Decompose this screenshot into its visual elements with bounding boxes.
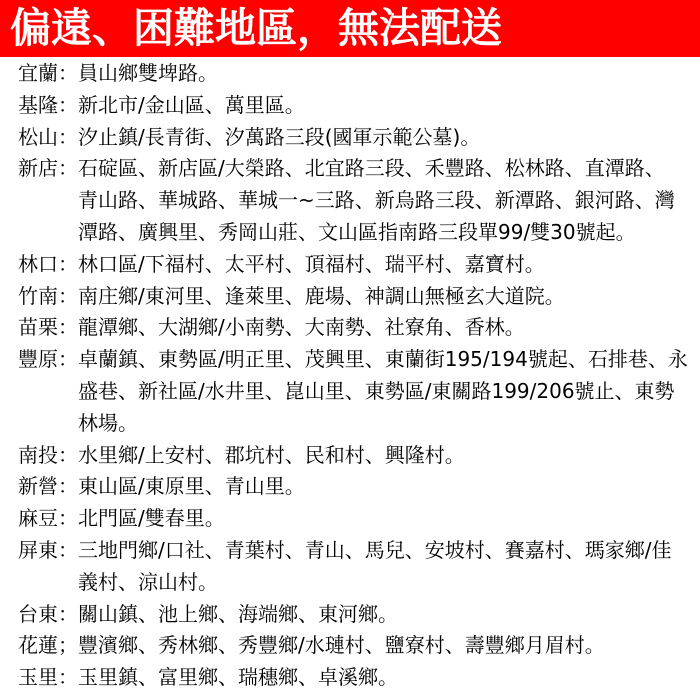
region-label: 基隆： — [18, 92, 78, 117]
region-entry — [18, 249, 692, 281]
region-entry — [18, 344, 692, 439]
region-label: 新營： — [18, 474, 78, 499]
region-label: 豐原： — [18, 347, 78, 372]
region-entry — [18, 599, 692, 631]
region-entry — [18, 630, 692, 662]
region-entry — [18, 471, 692, 503]
region-label: 花蓮； — [18, 633, 78, 658]
region-label: 玉里： — [18, 665, 78, 690]
region-areas — [78, 503, 692, 535]
region-list — [0, 57, 700, 694]
region-areas-line: 林口區/下福村、太平村、頂福村、瑞平村、嘉寶村。 — [78, 251, 545, 276]
region-entry — [18, 122, 692, 154]
region-areas-line: 盛巷、新社區/水井里、崑山里、東勢區/東關路199/206號止、東勢 — [78, 378, 675, 403]
region-areas-line: 玉里鎮、富里鄉、瑞穗鄉、卓溪鄉。 — [78, 665, 398, 690]
region-label: 麻豆： — [18, 506, 78, 531]
region-areas-line: 潭路、廣興里、秀岡山莊、文山區指南路三段單99/雙30號起。 — [78, 219, 636, 244]
region-areas-line: 義村、涼山村。 — [78, 569, 218, 594]
region-entry — [18, 503, 692, 535]
region-areas — [78, 535, 692, 599]
region-areas — [78, 153, 692, 248]
region-label: 竹南： — [18, 283, 78, 308]
region-areas-line: 林場。 — [78, 410, 138, 435]
region-areas — [78, 122, 692, 154]
region-areas-line: 南庄鄉/東河里、逢萊里、鹿場、神調山無極玄大道院。 — [78, 283, 565, 308]
region-areas — [78, 312, 692, 344]
region-entry — [18, 153, 692, 248]
region-areas-line: 豐濱鄉、秀林鄉、秀豐鄉/水璉村、鹽寮村、壽豐鄉月眉村。 — [78, 633, 605, 658]
region-areas-line: 北門區/雙春里。 — [78, 506, 225, 531]
region-areas-line: 龍潭鄉、大湖鄉/小南勢、大南勢、社寮角、香林。 — [78, 315, 525, 340]
region-areas — [78, 90, 692, 122]
region-areas-line: 水里鄉/上安村、郡坑村、民和村、興隆村。 — [78, 442, 465, 467]
region-areas-line: 卓蘭鎮、東勢區/明正里、茂興里、東蘭街195/194號起、石排巷、永 — [78, 347, 688, 372]
region-areas-line: 員山鄉雙埤路。 — [78, 61, 218, 85]
region-areas-line: 汐止鎮/長青街、汐萬路三段(國軍示範公墓)。 — [78, 124, 481, 149]
region-areas-line: 關山鎮、池上鄉、海端鄉、東河鄉。 — [78, 601, 398, 626]
region-label: 南投： — [18, 442, 78, 467]
region-areas — [78, 599, 692, 631]
region-areas-line: 新北市/金山區、萬里區。 — [78, 92, 305, 117]
region-label: 宜蘭： — [18, 61, 78, 85]
region-label: 新店： — [18, 156, 78, 181]
region-areas — [78, 630, 692, 662]
region-areas-line: 石碇區、新店區/大榮路、北宜路三段、禾豐路、松林路、直潭路、 — [78, 156, 665, 181]
no-delivery-banner — [0, 0, 700, 57]
region-areas — [78, 281, 692, 313]
region-entry — [18, 58, 692, 90]
region-entry — [18, 535, 692, 599]
region-areas — [78, 249, 692, 281]
region-label: 松山： — [18, 124, 78, 149]
region-areas — [78, 662, 692, 694]
region-areas — [78, 440, 692, 472]
region-areas-line: 東山區/東原里、青山里。 — [78, 474, 305, 499]
region-areas — [78, 344, 692, 439]
region-areas-line: 青山路、華城路、華城一~三路、新烏路三段、新潭路、銀河路、灣 — [78, 188, 675, 213]
banner-title: 偏遠、困難地區，無法配送 — [10, 4, 502, 52]
region-entry — [18, 440, 692, 472]
region-label: 苗栗： — [18, 315, 78, 340]
region-areas-line: 三地門鄉/口社、青葉村、青山、馬兒、安坡村、賽嘉村、瑪家鄉/佳 — [78, 537, 672, 562]
region-label: 台東： — [18, 601, 78, 626]
region-label: 屏東： — [18, 537, 78, 562]
region-label: 林口： — [18, 251, 78, 276]
region-entry — [18, 90, 692, 122]
region-entry — [18, 312, 692, 344]
region-areas — [78, 471, 692, 503]
region-areas — [78, 58, 692, 90]
region-entry — [18, 281, 692, 313]
region-entry — [18, 662, 692, 694]
